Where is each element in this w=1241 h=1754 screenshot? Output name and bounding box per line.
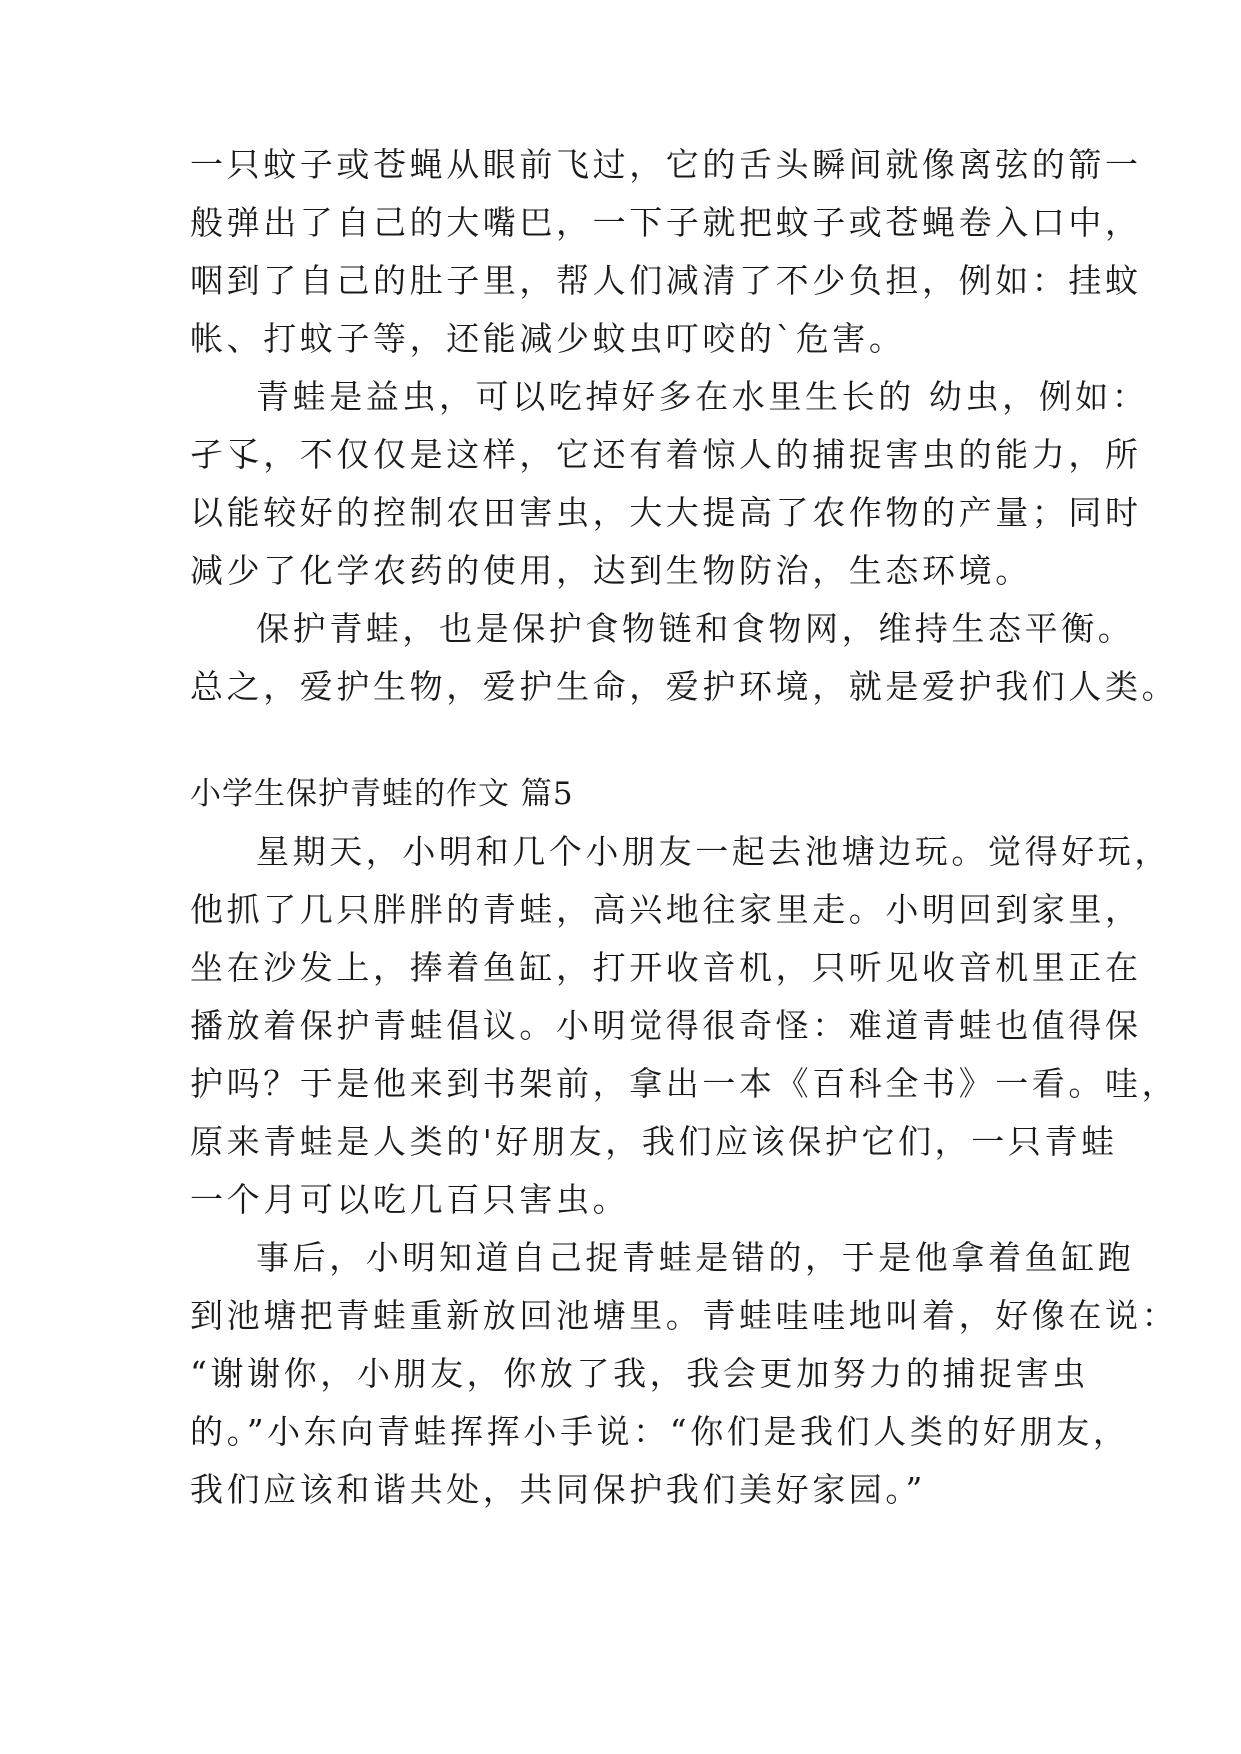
- section-paragraph-2-line-5: 我们应该和谐共处，共同保护我们美好家园。”: [190, 1470, 926, 1509]
- paragraph-3-line-2: 总之，爱护生物，爱护生命，爱护环境，就是爱护我们人类。: [190, 667, 1179, 706]
- section-paragraph-2-line-4: 的。”小东向青蛙挥挥小手说：“你们是我们人类的好朋友，: [190, 1412, 1130, 1451]
- paragraph-1-line-4: 帐、打蚊子等，还能减少蚊虫叮咬的`危害。: [190, 319, 906, 358]
- paragraph-2-line-3: 以能较好的控制农田害虫，大大提高了农作物的产量；同时: [190, 493, 1142, 532]
- paragraph-2-line-2: 孑孓，不仅仅是这样，它还有着惊人的捕捉害虫的能力，所: [190, 435, 1142, 474]
- section-paragraph-2-line-3: “谢谢你，小朋友，你放了我，我会更加努力的捕捉害虫: [190, 1354, 1089, 1393]
- section-paragraph-1-line-2: 他抓了几只胖胖的青蛙，高兴地往家里走。小明回到家里，: [190, 890, 1142, 929]
- paragraph-1-line-3: 咽到了自己的肚子里，帮人们减清了不少负担，例如：挂蚊: [190, 261, 1142, 300]
- section-paragraph-1-line-4: 播放着保护青蛙倡议。小明觉得很奇怪：难道青蛙也值得保: [190, 1006, 1142, 1045]
- paragraph-2-line-4: 减少了化学农药的使用，达到生物防治，生态环境。: [190, 551, 1032, 590]
- section-heading: 小学生保护青蛙的作文 篇5: [190, 776, 574, 812]
- section-paragraph-2-line-2: 到池塘把青蛙重新放回池塘里。青蛙哇哇地叫着，好像在说：: [190, 1296, 1179, 1335]
- section-paragraph-1-line-7: 一个月可以吃几百只害虫。: [190, 1180, 630, 1219]
- paragraph-1-line-2: 般弹出了自己的大嘴巴，一下子就把蚊子或苍蝇卷入口中，: [190, 203, 1142, 242]
- section-paragraph-1-line-3: 坐在沙发上，捧着鱼缸，打开收音机，只听见收音机里正在: [190, 948, 1142, 987]
- section-paragraph-2-line-1: 事后，小明知道自己捉青蛙是错的，于是他拿着鱼缸跑: [256, 1238, 1135, 1277]
- section-paragraph-1-line-5: 护吗？于是他来到书架前，拿出一本《百科全书》一看。哇，: [190, 1064, 1179, 1103]
- section-paragraph-1-line-6: 原来青蛙是人类的'好朋友，我们应该保护它们，一只青蛙: [190, 1122, 1118, 1161]
- paragraph-3-line-1: 保护青蛙，也是保护食物链和食物网，维持生态平衡。: [256, 609, 1135, 648]
- section-paragraph-1-line-1: 星期天，小明和几个小朋友一起去池塘边玩。觉得好玩，: [256, 832, 1171, 871]
- paragraph-1-line-1: 一只蚊子或苍蝇从眼前飞过，它的舌头瞬间就像离弦的箭一: [190, 145, 1142, 184]
- paragraph-2-line-1: 青蛙是益虫，可以吃掉好多在水里生长的 幼虫，例如：: [256, 377, 1149, 416]
